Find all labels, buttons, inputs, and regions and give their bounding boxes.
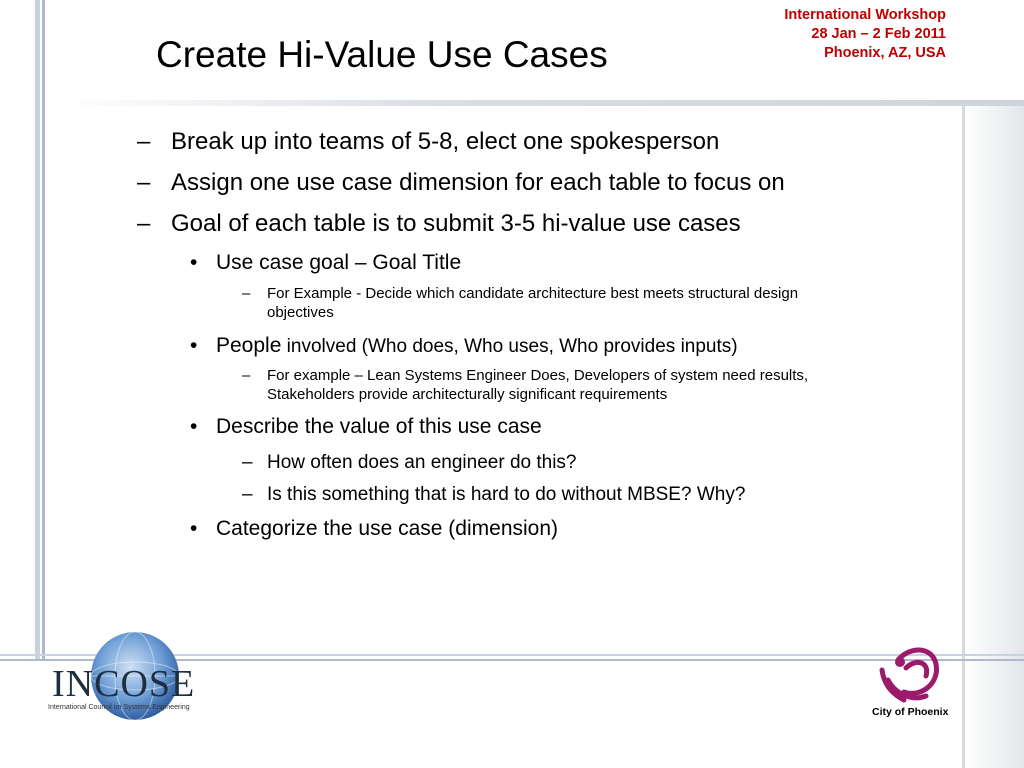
list-item [242,366,862,404]
page-title: Create Hi-Value Use Cases [156,34,608,75]
item-text-lead: People [216,334,282,357]
conference-dates: 28 Jan – 2 Feb 2011 [811,26,946,42]
phoenix-label: City of Phoenix [872,706,949,718]
dash-marker: – [137,210,151,237]
frame-bar-left-inner [42,0,45,660]
item-text: involved (Who does, Who uses, Who provides inputs) [281,336,738,357]
item-text: Use case goal – Goal Title [216,251,462,274]
incose-wordmark: INCOSE [52,663,196,705]
list-item [190,415,542,439]
frame-shadow-right [964,106,1024,768]
dash-marker: – [242,285,251,302]
list-item [137,169,785,197]
item-text: Assign one use case dimension for each table to focus on [171,169,785,196]
frame-bar-left [35,0,40,660]
dash-marker: – [137,128,151,155]
title-divider [60,100,1024,106]
item-text: For Example - Decide which candidate architecture best meets structural design objectives [267,285,799,321]
phoenix-bird-icon [870,640,970,706]
conference-location: Phoenix, AZ, USA [824,45,946,61]
list-item [190,251,461,275]
item-text: How often does an engineer do this? [267,452,577,473]
list-item [242,284,862,322]
incose-fullname: International Council on Systems Engineering [48,704,190,711]
conference-name: International Workshop [784,7,946,23]
item-text: Categorize the use case (dimension) [216,517,559,540]
dash-marker: – [242,484,253,505]
dash-marker: – [137,169,151,196]
bullet-marker: • [190,251,198,274]
item-text: Break up into teams of 5-8, elect one spokesperson [171,128,720,155]
list-item [242,452,577,474]
conference-info [784,6,946,63]
list-item [242,484,745,506]
bullet-marker: • [190,334,198,357]
item-text: For example – Lean Systems Engineer Does, Developers of system need results, Stakeholders provide architecturally significant requirements [267,367,809,403]
list-item [190,517,558,541]
list-item [137,128,719,156]
item-text: Goal of each table is to submit 3-5 hi-value use cases [171,210,741,237]
bullet-marker: • [190,415,198,438]
item-text: Describe the value of this use case [216,415,542,438]
item-text: Is this something that is hard to do without MBSE? Why? [267,484,746,505]
list-item [137,210,741,238]
dash-marker: – [242,452,253,473]
list-item [190,334,738,358]
dash-marker: – [242,367,251,384]
phoenix-logo [870,640,970,725]
incose-logo [48,632,198,722]
bullet-marker: • [190,517,198,540]
